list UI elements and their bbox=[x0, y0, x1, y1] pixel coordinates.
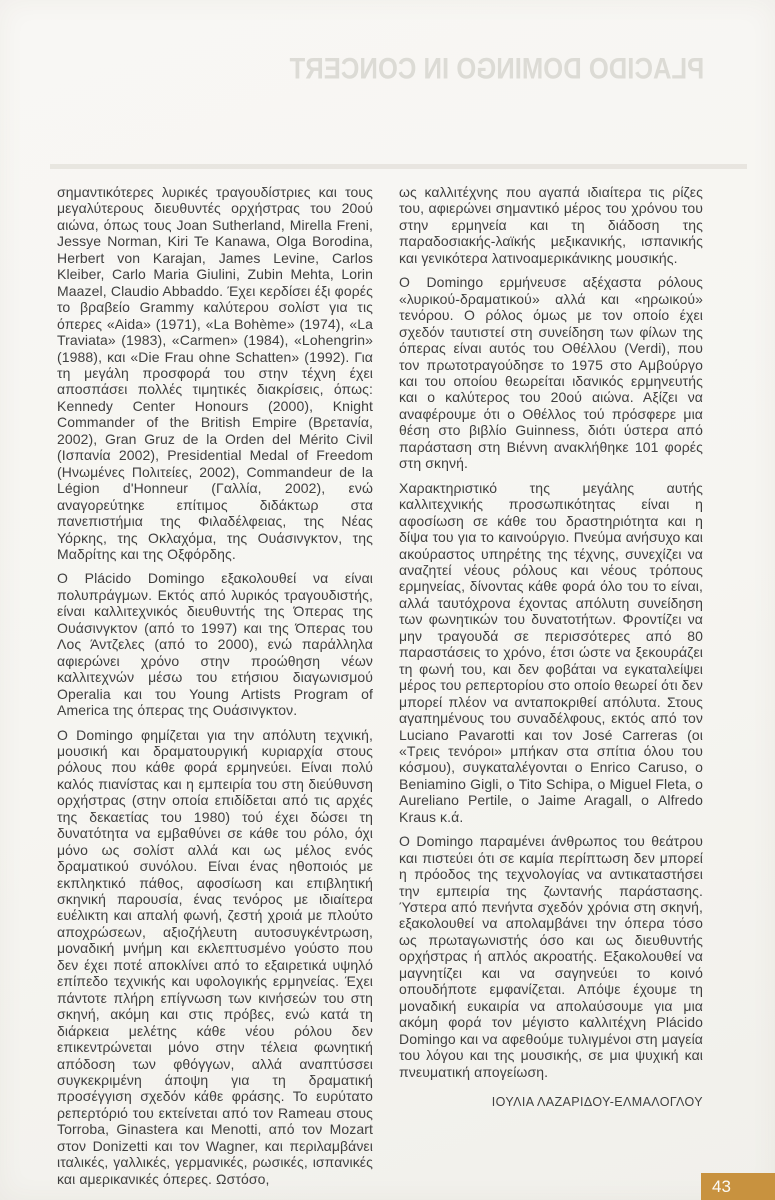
article-paragraph: Χαρακτηριστικό της μεγάλης αυτής καλλιτεχνικής προσωπικότητας είναι η αφοσίωση σε κάθε του δραστηριότητα και η δίψα του για το καινούργιο. Πνεύμα ανήσυχο και ακούραστος υπηρέτης της τέχνης, συνεχίζει να αναζητεί νέους ρόλους και νέους τρόπους ερμηνείας, δίνοντας κάθε φορά όλο του το είναι, αλλά ταυτόχρονα έχοντας απόλυτη συνείδηση των φωνητικών του δυνατοτήτων. Φροντίζει να μην τραγουδά σε περισσότερες από 80 παραστάσεις το χρόνο, έτσι ώστε να ξεκουράζει τη φωνή του, και δεν φοβάται να εγκαταλείψει μέρος του ρεπερτορίου στο οποίο θεωρεί ότι δεν μπορεί πλέον να ανταποκριθεί απόλυτα. Στους αγαπημένους του συναδέλφους, εκτός από τον Luciano Pavarotti και τον José Carreras (οι «Τρεις τενόροι» μπήκαν στα σπίτια όλου του κόσμου), συγκαταλέγονται ο Enrico Caruso, ο Beniamino Gigli, ο Tito Schipa, ο Miguel Fleta, ο Aureliano Pertile, ο Jaime Aragall, ο Alfredo Kraus κ.ά. bbox=[399, 479, 703, 825]
article-paragraph: Ο Plácido Domingo εξακολουθεί να είναι πολυπράγμων. Εκτός από λυρικός τραγουδιστής, είναι καλλιτεχνικός διευθυντής της Όπερας της Ουάσινγκτον (από το 1997) και της Όπερας του Λος Άντζελες (από το 2000), ενώ παράλληλα αφιερώνει χρόνο στην προώθηση νέων καλλιτεχνών μέσω του ετήσιου διαγωνισμού Operalia και του Young Artists Program of America της όπερας της Ουάσινγκτον. bbox=[57, 570, 373, 719]
page-number-badge bbox=[701, 1173, 775, 1200]
article-paragraph: ως καλλιτέχνης που αγαπά ιδιαίτερα τις ρίζες του, αφιερώνει σημαντικό μέρος του χρόνου του στην ερμηνεία και τη διάδοση της παραδοσιακής-λαϊκής μεξικανικής, ισπανικής και γενικότερα λατινοαμερικάνικης μουσικής. bbox=[399, 184, 703, 266]
article-paragraph: Ο Domingo φημίζεται για την απόλυτη τεχνική, μουσική και δραματουργική κυριαρχία στους ρόλους που κάθε φορά ερμηνεύει. Είναι πολύ καλός πιανίστας και η εμπειρία του στη διεύθυνση ορχήστρας (στην οποία επιδίδεται από τις αρχές της δεκαετίας του 1980) τού έχει δώσει τη δυνατότητα να εμβαθύνει σε κάθε του ρόλο, όχι μόνο ως σολίστ αλλά και ως μέλος ενός δραματικού συνόλου. Είναι ένας ηθοποιός με εκπληκτικό πάθος, αφοσίωση και επιβλητική σκηνική παρουσία, ένας τενόρος με ιδιαίτερα ευέλικτη και απαλή φωνή, ζεστή χροιά με πλούτο αποχρώσεων, αξιοζήλευτη αυτοσυγκέντρωση, μοναδική μνήμη και εκλεπτυσμένο γούστο που δεν έχει ποτέ αποκλίνει από το εξαιρετικά υψηλό επίπεδο τεχνικής και υφολογικής ερμηνείας. Έχει πάντοτε πλήρη επίγνωση των κινήσεών του στη σκηνή, ακόμη και στις πρόβες, ενώ κατά τη διάρκεια μελέτης κάθε νέου ρόλου δεν επικεντρώνεται μόνο στην τέλεια φωνητική απόδοση των φθόγγων, αλλά αναπτύσσει συγκεκριμένη άποψη για τη δραματική προσέγγιση σχεδόν κάθε φράσης. Το ευρύτατο ρεπερτόριό του εκτείνεται από τον Rameau στους Torroba, Ginastera και Menotti, από τον Mozart στον Donizetti και τον Wagner, και περιλαμβάνει ιταλικές, γαλλικές, γερμανικές, ρωσικές, ισπανικές και αμερικανικές όπερες. Ωστόσο, bbox=[57, 726, 373, 1187]
page-number: 43 bbox=[712, 1177, 731, 1196]
article-paragraph: σημαντικότερες λυρικές τραγουδίστριες και τους μεγαλύτερους διευθυντές ορχήστρας του 20ού αιώνα, όπως τους Joan Sutherland, Mirella Freni, Jessye Norman, Kiri Te Kanawa, Olga Borodina, Herbert von Karajan, James Levine, Carlos Kleiber, Carlo Maria Giulini, Zubin Mehta, Lorin Maazel, Claudio Abbaddo. Έχει κερδίσει έξι φορές το βραβείο Grammy καλύτερου σολίστ για τις όπερες «Aida» (1971), «La Bohème» (1974), «La Traviata» (1983), «Carmen» (1984), «Lohengrin» (1988), και «Die Frau ohne Schatten» (1992). Για τη μεγάλη προσφορά του στην τέχνη έχει αποσπάσει πολλές τιμητικές διακρίσεις, όπως: Kennedy Center Honours (2000), Knight Commander of the British Empire (Βρετανία, 2002), Gran Gruz de la Orden del Mérito Civil (Ισπανία 2002), Presidential Medal of Freedom (Ηνωμένες Πολιτείες, 2002), Commandeur de la Légion d'Honneur (Γαλλία, 2002), ενώ αναγορεύτηκε επίτιμος διδάκτωρ στα πανεπιστήμια της Φιλαδέλφειας, της Νέας Υόρκης, της Οκλαχόμα, της Ουάσινγκτον, της Μαδρίτης και της Οξφόρδης. bbox=[57, 184, 373, 562]
article-column-left bbox=[57, 184, 373, 1195]
article-paragraph: Ο Domingo παραμένει άνθρωπος του θεάτρου και πιστεύει ότι σε καμία περίπτωση δεν μπορεί η πρόοδος της τεχνολογίας να αντικαταστήσει την εμπειρία της ζωντανής παράστασης. Ύστερα από πενήντα σχεδόν χρόνια στη σκηνή, εξακολουθεί να απολαμβάνει την όπερα τόσο ως πρωταγωνιστής όσο και ως διευθυντής ορχήστρας ή απλός ακροατής. Εξακολουθεί να μαγνητίζει και να σαγηνεύει το κοινό οπουδήποτε εμφανίζεται. Απόψε έχουμε τη μοναδική ευκαιρία να απολαύσουμε για μια ακόμη φορά τον μέγιστο καλλιτέχνη Plácido Domingo και να αφεθούμε τυλιγμένοι στη μαγεία του λόγου και της μουσικής, σε μια ψυχική και πνευματική απογείωση. bbox=[399, 833, 703, 1080]
article-byline: ΙΟΥΛΙΑ ΛΑΖΑΡΙΔΟΥ-ΕΛΜΑΛΟΓΛΟΥ bbox=[491, 1095, 703, 1110]
verso-showthrough-rule bbox=[50, 164, 747, 169]
verso-showthrough-headline: PLACIDO DOMINGO IN CONCERT bbox=[289, 52, 705, 85]
article-column-right bbox=[399, 184, 703, 1110]
article-paragraph: Ο Domingo ερμήνευσε αξέχαστα ρόλους «λυρικού-δραματικού» αλλά και «ηρωικού» τενόρου. Ο ρόλος όμως με τον οποίο έχει σχεδόν ταυτιστεί στη συνείδηση των φίλων της όπερας είναι αυτός του Οθέλλου (Verdi), που τον πρωτοτραγούδησε το 1975 στο Αμβούργο και του οποίου θεωρείται ιδανικός ερμηνευτής και ο καλύτερος του 20ού αιώνα. Αξίζει να αναφέρουμε ότι ο Οθέλλος τού πρόσφερε μια θέση στο βιβλίο Guinness, διότι ύστερα από παράσταση στη Βιέννη ανακλήθηκε 101 φορές στη σκηνή. bbox=[399, 274, 703, 472]
